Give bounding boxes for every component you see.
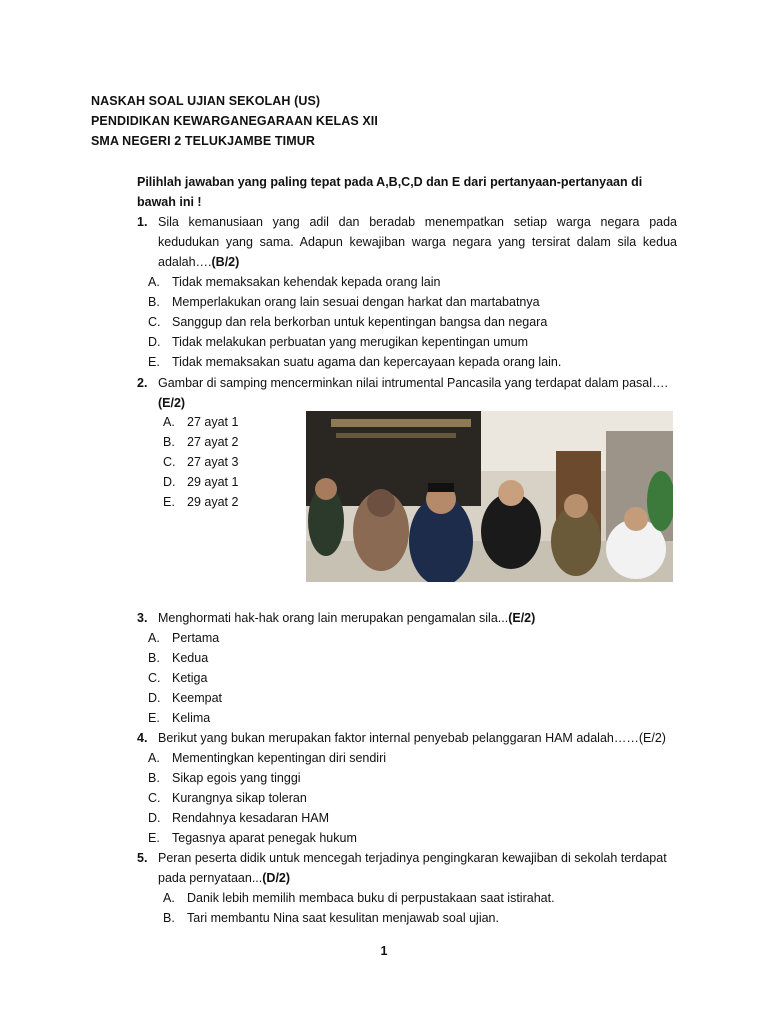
- option: [148, 628, 219, 648]
- option-letter: B.: [148, 771, 160, 785]
- option: [163, 452, 238, 472]
- option-letter: A.: [163, 415, 175, 429]
- option: [148, 648, 208, 668]
- option-letter: B.: [148, 295, 160, 309]
- option: [148, 272, 440, 292]
- option-text: Sikap egois yang tinggi: [172, 771, 301, 785]
- option-text: Tidak memaksakan suatu agama dan kepercayaan kepada orang lain.: [172, 355, 562, 369]
- option: [148, 688, 222, 708]
- option: [163, 908, 499, 928]
- option-text: Mementingkan kepentingan diri sendiri: [172, 751, 387, 765]
- option-text: Kedua: [172, 651, 209, 665]
- option-letter: A.: [163, 891, 175, 905]
- option-letter: A.: [148, 751, 160, 765]
- option-letter: E.: [148, 831, 160, 845]
- option-letter: E.: [148, 711, 160, 725]
- question-number: 5.: [137, 851, 148, 865]
- option-letter: B.: [148, 651, 160, 665]
- answer-code: (E/2): [158, 396, 186, 410]
- option: [163, 432, 238, 452]
- option-letter: C.: [148, 671, 161, 685]
- header-line-2: PENDIDIKAN KEWARGANEGARAAN KELAS XII: [91, 114, 378, 128]
- answer-code: (E/2): [508, 611, 536, 625]
- option-letter: B.: [163, 911, 175, 925]
- option: [148, 808, 329, 828]
- question-2-photo: [306, 411, 673, 582]
- question-text: Sila kemanusiaan yang adil dan beradab menempatkan setiap warga negara pada kedudukan yang sama. Adapun kewajiban warga negara yang tersirat dalam sila kedua adalah….: [158, 215, 677, 269]
- option: [148, 768, 301, 788]
- option-text: Kurangnya sikap toleran: [172, 791, 307, 805]
- answer-code: (B/2): [211, 255, 240, 269]
- option: [163, 412, 238, 432]
- header-line-1: NASKAH SOAL UJIAN SEKOLAH (US): [91, 94, 321, 108]
- option-text: Tidak memaksakan kehendak kepada orang lain: [172, 275, 441, 289]
- option-letter: B.: [163, 435, 175, 449]
- option-letter: D.: [163, 475, 176, 489]
- option: [148, 748, 386, 768]
- option: [148, 788, 307, 808]
- question-number: 2.: [137, 376, 148, 390]
- option: [148, 352, 561, 372]
- option-letter: C.: [163, 455, 176, 469]
- answer-code: (D/2): [262, 871, 291, 885]
- option-text: 29 ayat 1: [187, 475, 239, 489]
- option-letter: A.: [148, 631, 160, 645]
- question-text: Gambar di samping mencerminkan nilai intrumental Pancasila yang terdapat dalam pasal….: [158, 376, 668, 390]
- option-letter: D.: [148, 335, 161, 349]
- option-letter: D.: [148, 811, 161, 825]
- option-letter: A.: [148, 275, 160, 289]
- option: [163, 888, 555, 908]
- question-text: Berikut yang bukan merupakan faktor internal penyebab pelanggaran HAM adalah……(E/2): [158, 731, 666, 745]
- question-number: 4.: [137, 731, 148, 745]
- question-3: [137, 608, 677, 628]
- question-text: Menghormati hak-hak orang lain merupakan pengamalan sila...: [158, 611, 509, 625]
- option-text: 27 ayat 1: [187, 415, 239, 429]
- question-5: [137, 848, 677, 888]
- option: [163, 472, 238, 492]
- option: [148, 828, 357, 848]
- option: [163, 492, 238, 512]
- question-text: Peran peserta didik untuk mencegah terjadinya pengingkaran kewajiban di sekolah terdapat pada pernyataan...: [158, 851, 667, 885]
- option-letter: E.: [163, 495, 175, 509]
- option: [148, 668, 207, 688]
- question-number: 1.: [137, 215, 148, 229]
- option-text: 27 ayat 3: [187, 455, 239, 469]
- option-text: Pertama: [172, 631, 220, 645]
- option-text: Tari membantu Nina saat kesulitan menjawab soal ujian.: [187, 911, 499, 925]
- option-text: Rendahnya kesadaran HAM: [172, 811, 330, 825]
- option-text: Keempat: [172, 691, 223, 705]
- question-1: [137, 212, 677, 272]
- option-text: 29 ayat 2: [187, 495, 239, 509]
- option: [148, 332, 528, 352]
- option-text: Memperlakukan orang lain sesuai dengan harkat dan martabatnya: [172, 295, 540, 309]
- question-number: 3.: [137, 611, 148, 625]
- photo-illustration: [306, 411, 673, 582]
- header-line-3: SMA NEGERI 2 TELUKJAMBE TIMUR: [91, 134, 315, 148]
- option-text: Kelima: [172, 711, 211, 725]
- option: [148, 708, 210, 728]
- option-text: Tegasnya aparat penegak hukum: [172, 831, 357, 845]
- option-letter: D.: [148, 691, 161, 705]
- option-text: Sanggup dan rela berkorban untuk kepentingan bangsa dan negara: [172, 315, 548, 329]
- option: [148, 312, 547, 332]
- instruction: Pilihlah jawaban yang paling tepat pada A,B,C,D dan E dari pertanyaan-pertanyaan di bawah ini !: [137, 175, 643, 209]
- page-number: 1: [380, 944, 388, 958]
- question-2: [137, 373, 677, 413]
- question-4: [137, 728, 677, 748]
- option: [148, 292, 540, 312]
- option-letter: E.: [148, 355, 160, 369]
- option-letter: C.: [148, 315, 161, 329]
- option-letter: C.: [148, 791, 161, 805]
- option-text: 27 ayat 2: [187, 435, 239, 449]
- option-text: Tidak melakukan perbuatan yang merugikan kepentingan umum: [172, 335, 528, 349]
- option-text: Danik lebih memilih membaca buku di perpustakaan saat istirahat.: [187, 891, 555, 905]
- option-text: Ketiga: [172, 671, 208, 685]
